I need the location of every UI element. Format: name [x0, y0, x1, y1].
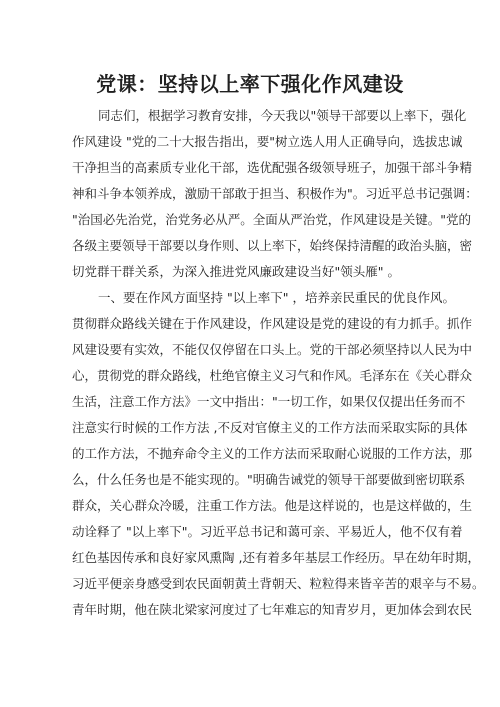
- text-line: 么，什么任务也是不能实现的。"明确告诫党的领导干部要做到密切联系: [72, 472, 466, 487]
- text-line: 的工作方法，不抛弃命令主义的工作方法而采取耐心说服的工作方法，那: [72, 446, 473, 461]
- text-line: 生活，注意工作方法》一文中指出："一切工作，如果仅仅提出任务而不: [72, 394, 466, 409]
- text-line: 红色基因传承和良好家风熏陶 ,还有着多年基层工作经历。早在幼年时期，: [72, 550, 480, 565]
- text-line: 习近平便亲身感受到农民面朝黄土背朝天、粒粒得来皆辛苦的艰辛与不易。: [72, 576, 485, 591]
- text-line: 各级主要领导干部要以身作则、以上率下，始终保持清醒的政治头脑，密: [72, 238, 473, 253]
- text-line: 神和斗争本领养成，激励干部敢于担当、积极作为"。习近平总书记强调：: [72, 186, 478, 201]
- text-line: 注意实行时候的工作方法 ,不反对官僚主义的工作方法而采取实际的具体: [72, 420, 468, 435]
- text-line: 干净担当的高素质专业化干部，选优配强各级领导班子，加强干部斗争精: [72, 160, 473, 175]
- text-line: 作风建设 "党的二十大报告指出，要"树立选人用人正确导向，选拔忠诚: [72, 134, 463, 149]
- text-line: 同志们，根据学习教育安排，今天我以"领导干部要以上率下，强化: [98, 108, 467, 123]
- text-line: 切党群干群关系，为深入推进党风廉政建设当好"领头雁" 。: [72, 264, 400, 279]
- text-line: 动诠释了 "以上率下"。习近平总书记和蔼可亲、平易近人，他不仅有着: [72, 524, 463, 539]
- text-line: "治国必先治党，治党务必从严。全面从严治党，作风建设是关键。"党的: [72, 212, 472, 227]
- section-heading: 一、要在作风方面坚持 "以上率下" ，培养亲民重民的优良作风。: [98, 290, 455, 305]
- text-line: 群众，关心群众冷暖，注重工作方法。他是这样说的，也是这样做的，生: [72, 498, 473, 513]
- text-line: 贯彻群众路线关键在于作风建设，作风建设是党的建设的有力抓手。抓作: [72, 316, 473, 331]
- text-line: 心，贯彻党的群众路线，杜绝官僚主义习气和作风。毛泽东在《关心群众: [72, 368, 473, 383]
- document-body: [72, 103, 485, 623]
- page-title: 党课：坚持以上率下强化作风建设: [96, 72, 404, 96]
- text-line: 青年时期，他在陕北梁家河度过了七年难忘的知青岁月，更加体会到农民: [72, 602, 473, 617]
- text-line: 风建设要有实效，不能仅仅停留在口头上。党的干部必须坚持以人民为中: [72, 342, 473, 357]
